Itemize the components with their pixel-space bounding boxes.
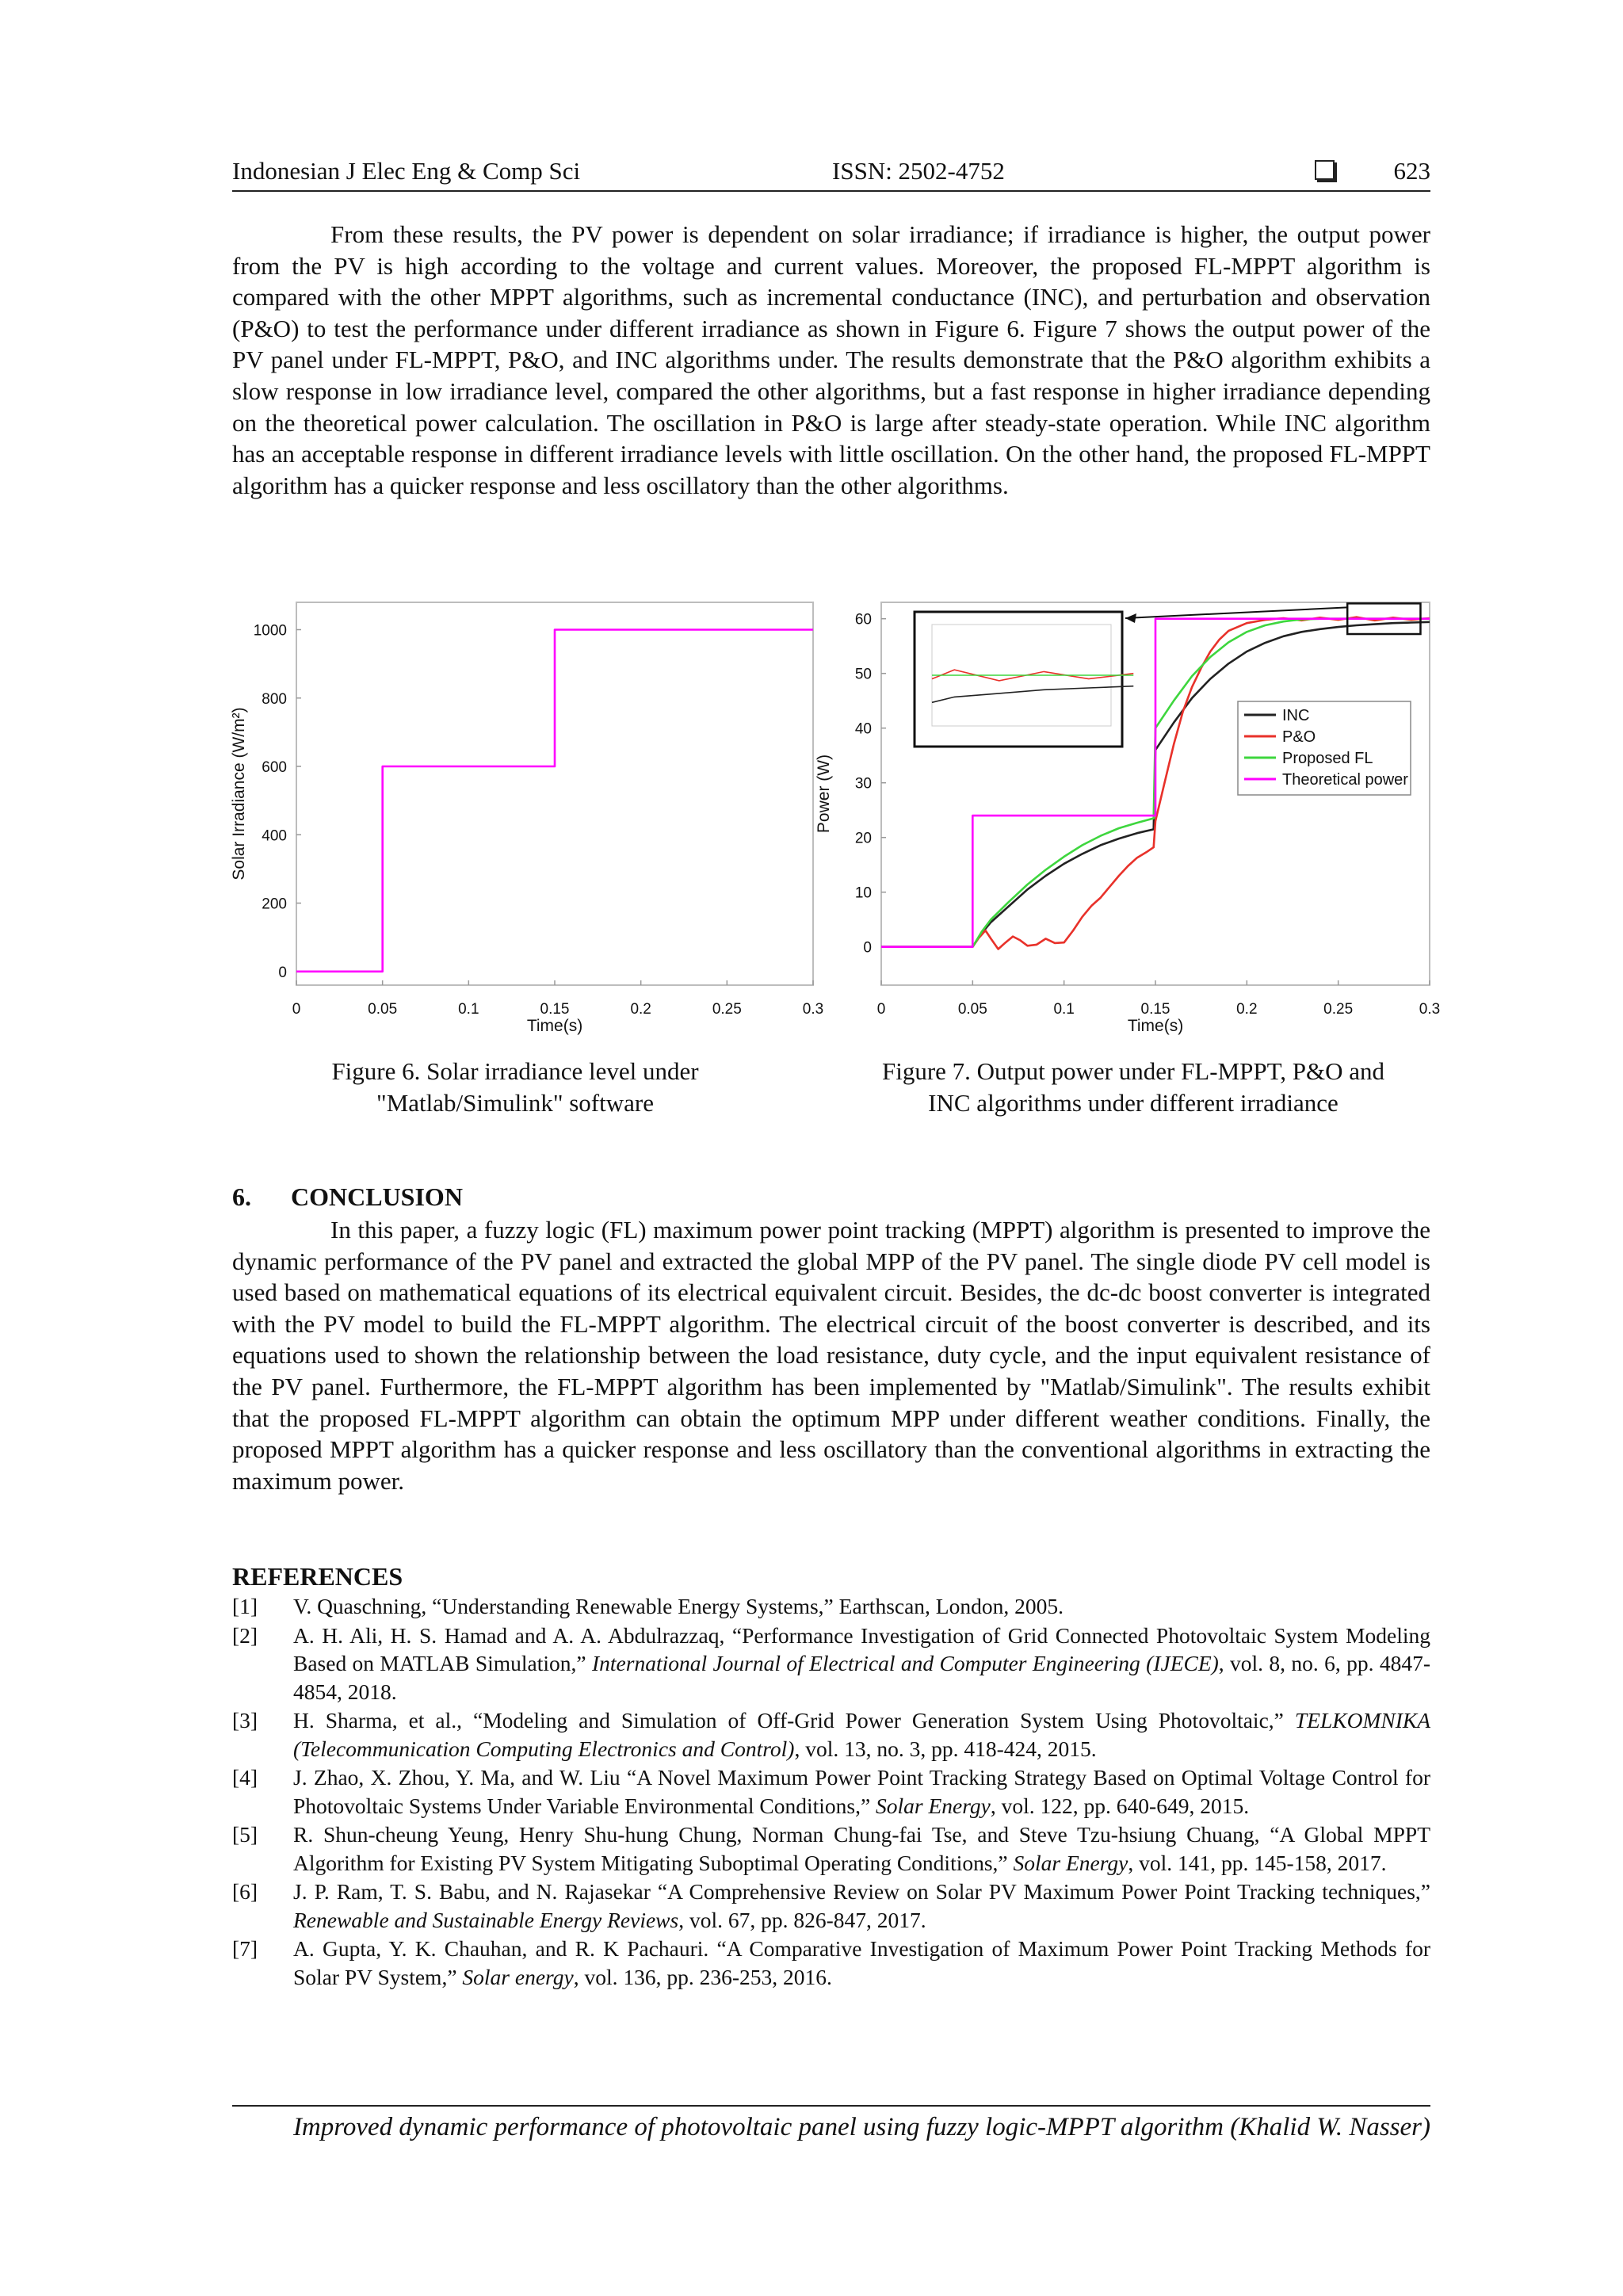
x-tick-label: 0.3 xyxy=(1419,1001,1441,1018)
reference-source: Solar Energy xyxy=(1013,1850,1128,1875)
figure-7-caption-line1: Figure 7. Output power under FL-MPPT, P&O and xyxy=(881,1057,1385,1085)
legend-label: Proposed FL xyxy=(1282,750,1373,767)
figure-7-caption-line2: INC algorithms under different irradiance xyxy=(928,1089,1338,1117)
page-number: 623 xyxy=(1393,157,1430,185)
y-axis-label: Power (W) xyxy=(815,754,833,834)
section-number: 6. xyxy=(232,1182,251,1211)
reference-details: , vol. 122, pp. 640-649, 2015. xyxy=(990,1793,1250,1818)
conclusion-paragraph: In this paper, a fuzzy logic (FL) maximum power point tracking (MPPT) algorithm is presented to improve the dynamic performance of the PV panel and extracted the global MPP of the PV panel. The single diode PV cell model is used based on mathematical equations of its electrical equivalent circuit. Besides, the dc-dc boost converter is integrated with the PV model to build the FL-MPPT algorithm. The electrical circuit of the boost converter is described, and its equations used to shown the relationship between the load resistance, duty cycle, and the input equivalent resistance of the PV panel. Furthermore, the FL-MPPT algorithm has been implemented by "Matlab/Simulink". The results exhibit that the proposed FL-MPPT algorithm can obtain the optimum MPP under different weather conditions. Finally, the proposed MPPT algorithm has a quicker response and less oscillatory than the conventional algorithms in extracting the maximum power. xyxy=(232,1216,1430,1495)
x-tick-label: 0.15 xyxy=(1140,1001,1170,1018)
y-tick-label: 800 xyxy=(262,690,287,708)
y-tick-label: 600 xyxy=(262,759,287,776)
reference-number: [1] xyxy=(232,1594,258,1618)
reference-item xyxy=(232,1592,1430,1621)
zoom-inset xyxy=(915,612,1133,747)
chart-legend xyxy=(1238,701,1411,795)
x-tick-label: 0.1 xyxy=(1053,1001,1075,1018)
y-tick-label: 1000 xyxy=(253,622,287,640)
reference-source: International Journal of Electrical and Computer Engineering (IJECE) xyxy=(591,1651,1219,1675)
reference-number: [4] xyxy=(232,1765,258,1790)
y-tick-label: 60 xyxy=(854,611,872,628)
x-tick-label: 0.3 xyxy=(802,1001,824,1018)
x-tick-label: 0.2 xyxy=(630,1001,651,1018)
journal-name: Indonesian J Elec Eng & Comp Sci xyxy=(232,157,581,185)
references-list xyxy=(232,1592,1430,1992)
reference-number: [2] xyxy=(232,1622,258,1648)
reference-text: J. P. Ram, T. S. Babu, and N. Rajasekar “A Comprehensive Review on Solar PV Maximum Power Point Tracking techniques,” xyxy=(293,1879,1430,1904)
y-tick-label: 10 xyxy=(854,884,872,902)
reference-details: , vol. 67, pp. 826-847, 2017. xyxy=(678,1907,926,1932)
reference-number: [3] xyxy=(232,1708,258,1733)
figure-6-caption-line1: Figure 6. Solar irradiance level under xyxy=(331,1057,699,1085)
figure-7-chart xyxy=(815,594,1441,1038)
y-tick-label: 20 xyxy=(854,830,872,847)
y-tick-label: 0 xyxy=(278,964,287,981)
y-tick-label: 0 xyxy=(863,939,872,957)
reference-details: , vol. 13, no. 3, pp. 418-424, 2015. xyxy=(794,1736,1097,1761)
reference-number: [6] xyxy=(232,1879,258,1904)
references-heading: REFERENCES xyxy=(232,1562,403,1591)
x-tick-label: 0.2 xyxy=(1236,1001,1258,1018)
reference-item xyxy=(232,1878,1430,1934)
reference-text: J. Zhao, X. Zhou, Y. Ma, and W. Liu “A Novel Maximum Power Point Tracking Strategy Based on Optimal Voltage Control for Photovoltaic Systems Under Variable Environmental Conditions,” xyxy=(293,1765,1430,1818)
figure-6-caption-line2: "Matlab/Simulink" software xyxy=(376,1089,654,1117)
figure-6-caption xyxy=(293,1056,737,1119)
x-tick-label: 0 xyxy=(292,1001,301,1018)
reference-item xyxy=(232,1763,1430,1820)
y-tick-label: 50 xyxy=(854,666,872,683)
legend-label: P&O xyxy=(1282,728,1316,746)
section-heading xyxy=(232,1182,463,1212)
reference-details: , vol. 8, no. 6, pp. 4847-4854, 2018. xyxy=(293,1651,1430,1704)
intro-paragraph: From these results, the PV power is dependent on solar irradiance; if irradiance is higher, the output power from the PV is high according to the voltage and current values. Moreover, the proposed FL-MPPT algorithm is compared with the other MPPT algorithms, such as incremental conductance (INC), and perturbation and observation (P&O) to test the performance under different irradiance as shown in Figure 6. Figure 7 shows the output power of the PV panel under FL-MPPT, P&O, and INC algorithms under. The results demonstrate that the P&O algorithm exhibits a slow response in low irradiance level, compared the other algorithms, but a fast response in higher irradiance depending on the theoretical power calculation. The oscillation in P&O is large after steady-state operation. While INC algorithm has an acceptable response in different irradiance levels with little oscillation. On the other hand, the proposed FL-MPPT algorithm has a quicker response and less oscillatory than the other algorithms. xyxy=(232,220,1430,499)
reference-text: V. Quaschning, “Understanding Renewable Energy Systems,” Earthscan, London, 2005. xyxy=(293,1594,1064,1618)
issn: ISSN: 2502-4752 xyxy=(832,157,1005,185)
page-header xyxy=(232,155,1430,192)
x-tick-label: 0.15 xyxy=(540,1001,570,1018)
reference-text: H. Sharma, et al., “Modeling and Simulation of Off-Grid Power Generation System Using Photovoltaic,” xyxy=(293,1708,1295,1733)
y-tick-label: 200 xyxy=(262,896,287,913)
x-tick-label: 0.25 xyxy=(712,1001,742,1018)
reference-source: TELKOMNIKA (Telecommunication Computing Electronics and Control) xyxy=(293,1708,1430,1761)
reference-item xyxy=(232,1935,1430,1991)
x-axis-label: Time(s) xyxy=(1127,1017,1184,1035)
reference-item xyxy=(232,1820,1430,1877)
y-tick-label: 400 xyxy=(262,827,287,845)
x-tick-label: 0.1 xyxy=(458,1001,479,1018)
reference-source: Solar Energy xyxy=(876,1793,991,1818)
figure-7-caption xyxy=(832,1056,1434,1119)
x-tick-label: 0.05 xyxy=(368,1001,398,1018)
page-footer xyxy=(232,2105,1430,2142)
reference-source: Renewable and Sustainable Energy Reviews xyxy=(293,1907,679,1932)
legend-label: INC xyxy=(1282,707,1310,724)
reference-text: R. Shun-cheung Yeung, Henry Shu-hung Chung, Norman Chung-fai Tse, and Steve Tzu-hsiung Chuang, “A Global MPPT Algorithm for Existing PV System Mitigating Suboptimal Operating Conditions,” xyxy=(293,1822,1430,1875)
y-tick-label: 30 xyxy=(854,775,872,793)
reference-source: Solar energy xyxy=(462,1964,574,1989)
footer-text: Improved dynamic performance of photovoltaic panel using fuzzy logic-MPPT algorithm (Khalid W. Nasser) xyxy=(292,2113,1430,2141)
reference-details: , vol. 141, pp. 145-158, 2017. xyxy=(1128,1850,1387,1875)
reference-number: [7] xyxy=(232,1936,258,1961)
legend-label: Theoretical power xyxy=(1282,771,1408,789)
checkbox-square-icon xyxy=(1315,160,1335,180)
reference-item xyxy=(232,1622,1430,1706)
x-tick-label: 0 xyxy=(876,1001,886,1018)
section-title: CONCLUSION xyxy=(291,1182,463,1211)
reference-text: A. Gupta, Y. K. Chauhan, and R. K Pachauri. “A Comparative Investigation of Maximum Power Point Tracking Methods for Solar PV System,” xyxy=(293,1936,1430,1989)
figure-6-chart xyxy=(228,594,831,1038)
x-tick-label: 0.25 xyxy=(1323,1001,1354,1018)
y-axis-label: Solar Irradiance (W/m²) xyxy=(230,707,248,881)
x-axis-label: Time(s) xyxy=(526,1017,583,1035)
reference-text: A. H. Ali, H. S. Hamad and A. A. Abdulrazzaq, “Performance Investigation of Grid Connected Photovoltaic System Modeling Based on MATLAB Simulation,” xyxy=(293,1622,1430,1675)
x-tick-label: 0.05 xyxy=(957,1001,987,1018)
reference-number: [5] xyxy=(232,1822,258,1847)
y-tick-label: 40 xyxy=(854,720,872,738)
reference-item xyxy=(232,1706,1430,1763)
reference-details: , vol. 136, pp. 236-253, 2016. xyxy=(573,1964,832,1989)
